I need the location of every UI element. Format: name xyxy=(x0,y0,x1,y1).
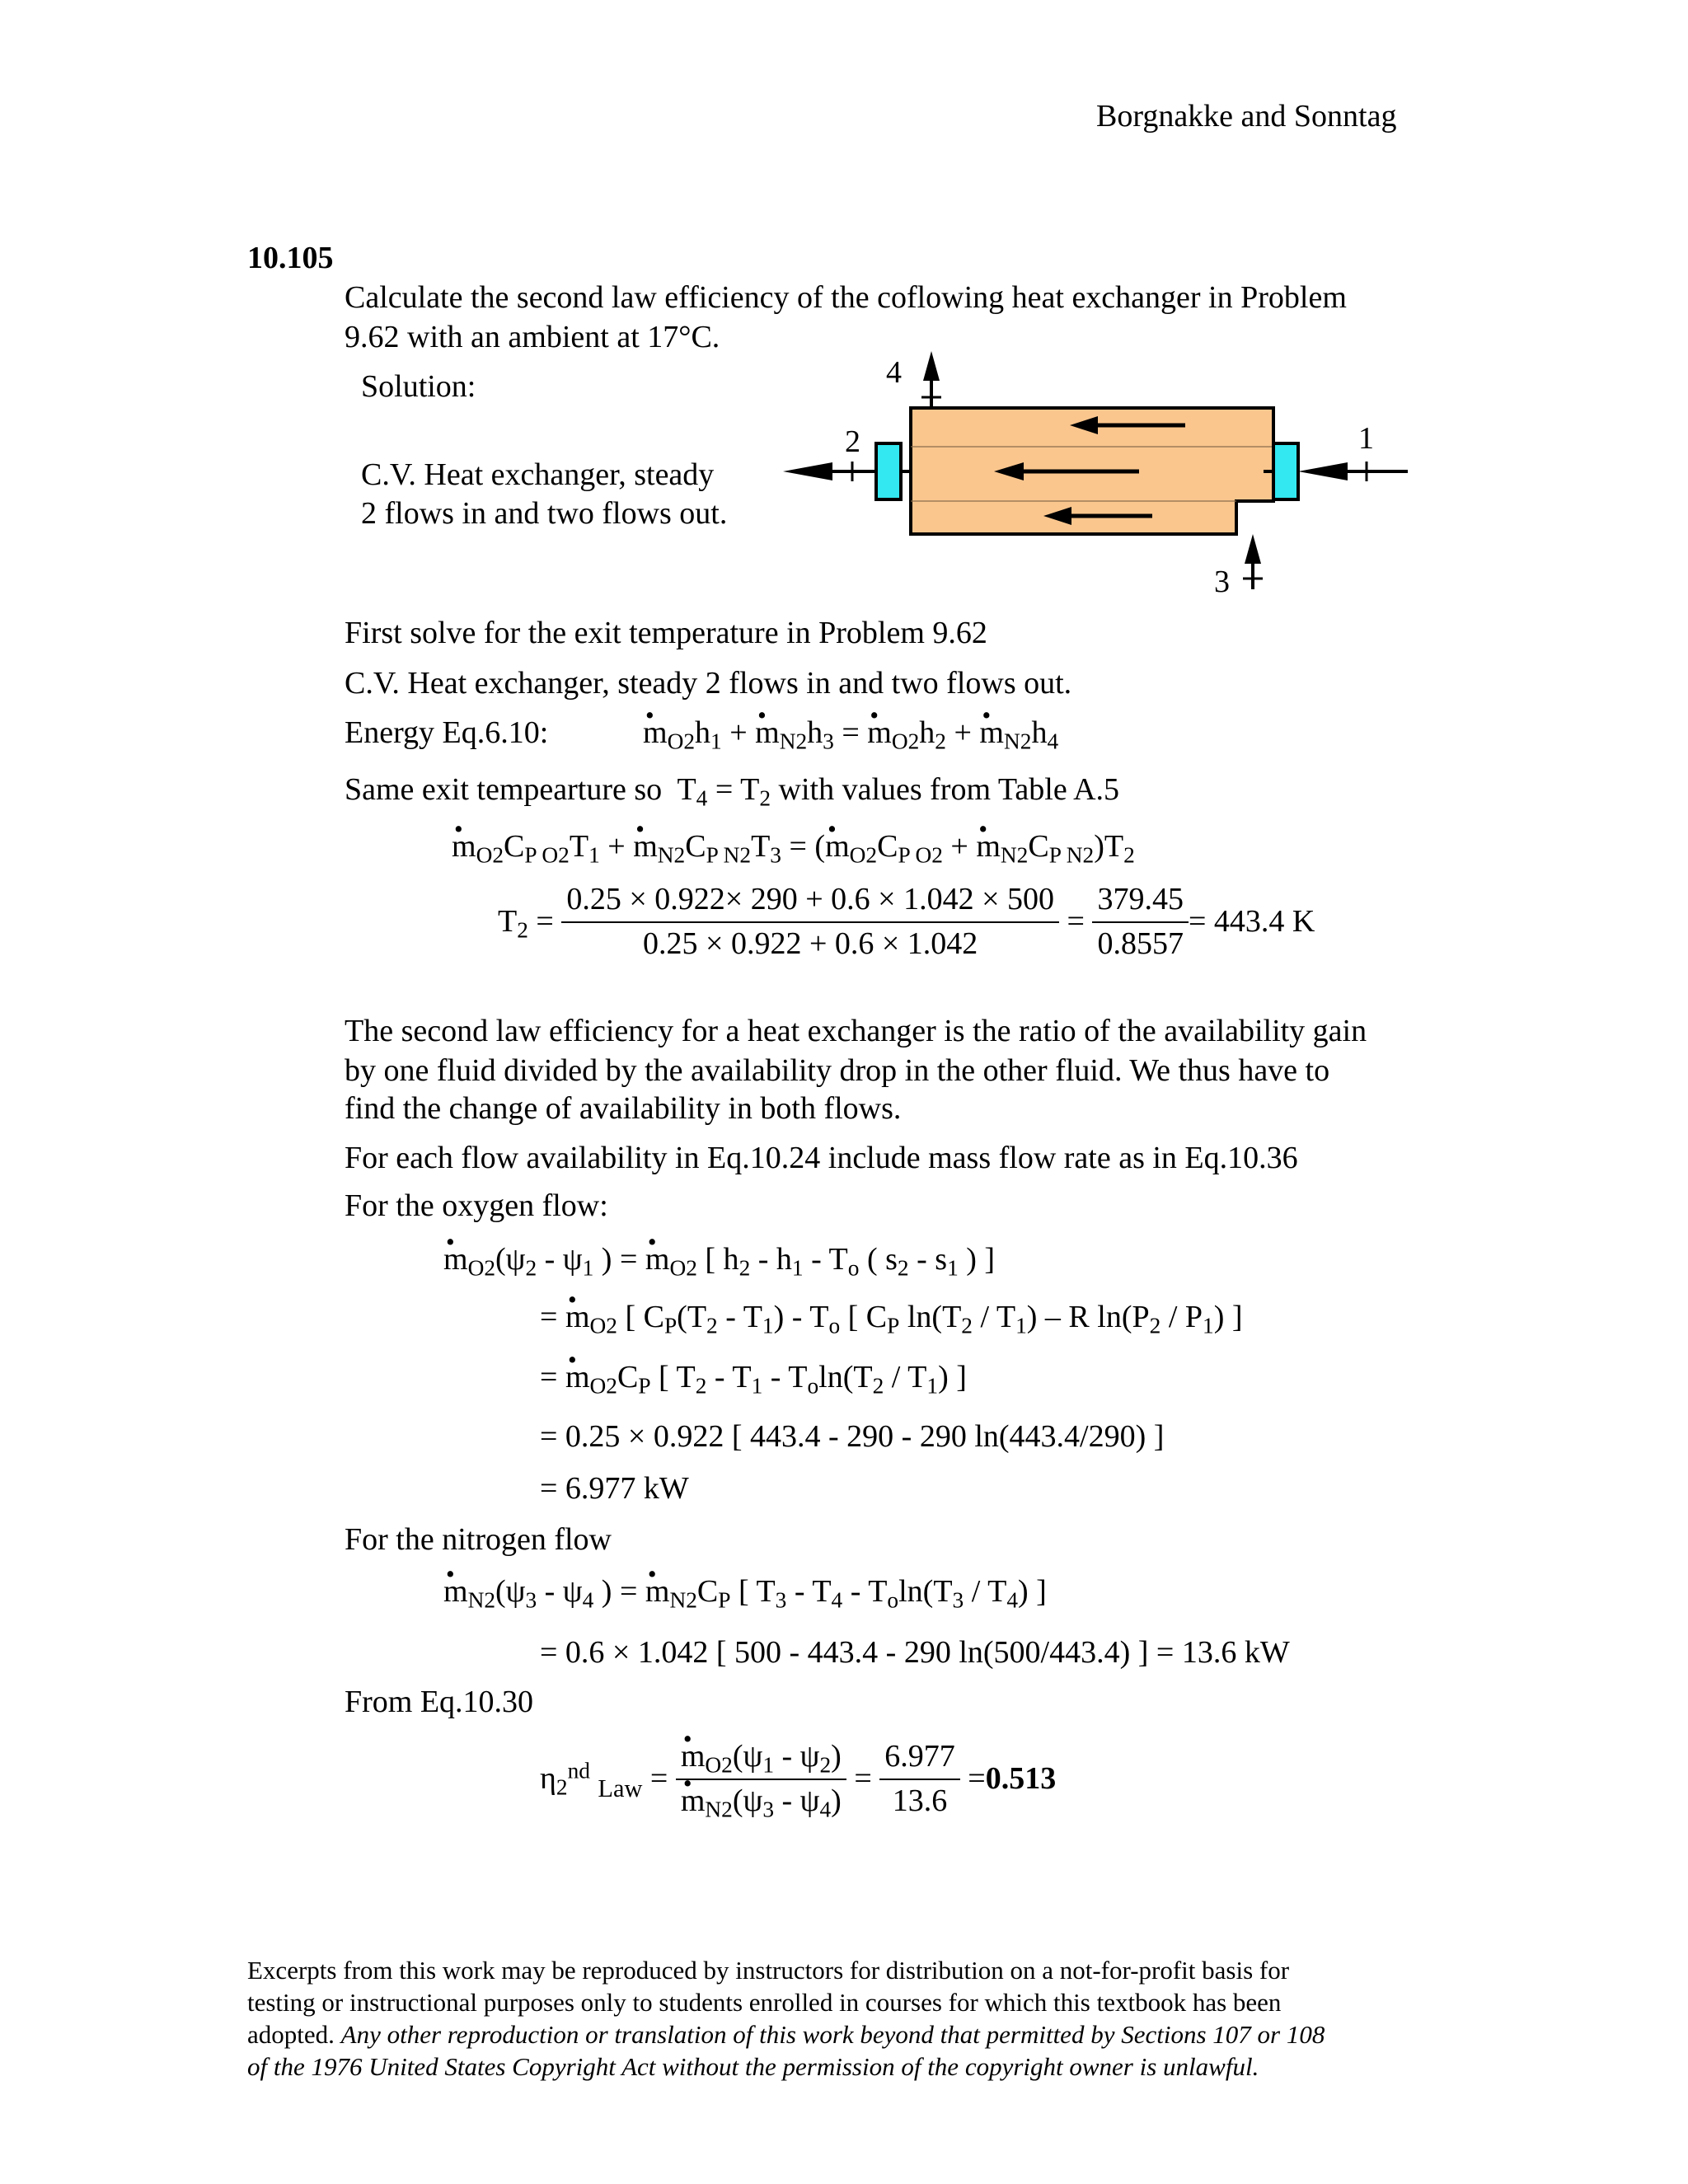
problem-statement-line1: Calculate the second law efficiency of the coflowing heat exchanger in Problem xyxy=(345,280,1347,315)
oxygen-flow-label: For the oxygen flow: xyxy=(345,1188,608,1223)
same-exit-line: Same exit tempearture so $T_4 = T_2$ with values from Table A.5 xyxy=(345,772,1120,811)
port-label-3: 3 xyxy=(1214,565,1230,599)
o2-line2: = • $m_{O2}$ [ $C_P(T_2 - T_1) - T_o$ [ $C_P$ $\ln(T_2 / T_1)$ – R $\ln(P_2 / P_1)$ ] xyxy=(540,1298,1243,1338)
efficiency-result: 0.513 xyxy=(985,1760,1057,1796)
footer-line2: testing or instructional purposes only to students enrolled in courses for which this textbook has been xyxy=(247,1988,1282,2017)
efficiency-fraction-numeric xyxy=(879,1737,960,1821)
efficiency-denominator: 13.6 xyxy=(892,1783,948,1818)
same-exit-text-b: with values from Table A.5 xyxy=(778,772,1120,807)
t2-numerator: 0.25 × 0.922× 290 + 0.6 × 1.042 × 500 xyxy=(561,880,1059,923)
footer-line1: Excerpts from this work may be reproduced by instructors for distribution on a not-for-profit basis for xyxy=(247,1956,1290,1985)
t2-equation: $T_2$ = $\frac{0.25 \times 0.922\times 290 + 0.6 \times 1.042 \times 500}{0.25 \times 0.922 + 0.6 \times 1.042}$ = $\frac{379.45}{0.8557}$ = 443.4 K xyxy=(498,880,1315,963)
port-1-arrowhead xyxy=(1298,462,1348,480)
t2-fraction-simplified xyxy=(1092,880,1189,963)
problem-number: 10.105 xyxy=(247,241,334,275)
port-2-arrowhead xyxy=(783,462,832,480)
port-label-4: 4 xyxy=(886,355,902,390)
energy-cp-equation: • $m_{O2}C_{P O2}T_1$ + • $m_{N2}C_{P N2}T_3$ = (• $m_{O2}C_{P O2}$ + • $m_{N2}C_{P N2})T_2$ xyxy=(452,827,1135,867)
paragraph-line1: The second law efficiency for a heat exchanger is the ratio of the availability gain xyxy=(345,1014,1367,1048)
o2-line4: = 0.25 × 0.922 [ 443.4 - 290 - 290 ln(443.4/290) ] xyxy=(540,1419,1165,1454)
energy-eq-label: Energy Eq.6.10: xyxy=(345,715,549,750)
same-exit-text-a: Same exit tempearture so xyxy=(345,772,663,807)
o2-line3: = • $m_{O2}C_P$ [ $T_2 - T_1 - T_o\ln(T_2 / T_1)$ ] xyxy=(540,1358,967,1398)
cv-line2: 2 flows in and two flows out. xyxy=(361,496,728,531)
nitrogen-flow-label: For the nitrogen flow xyxy=(345,1522,612,1557)
efficiency-numerator: 6.977 xyxy=(879,1737,960,1780)
footer-line3 xyxy=(247,2019,1325,2050)
footer-line4-italic: of the 1976 United States Copyright Act without the permission of the copyright owner is unlawful. xyxy=(247,2052,1259,2081)
cv-line-full: C.V. Heat exchanger, steady 2 flows in and two flows out. xyxy=(345,666,1072,701)
heat-exchanger-diagram xyxy=(767,346,1426,610)
footer-line3-italic: Any other reproduction or translation of this work beyond that permitted by Sections 107 or 108 xyxy=(340,2020,1325,2049)
left-header xyxy=(876,443,901,499)
problem-statement-line2: 9.62 with an ambient at 17°C. xyxy=(345,320,720,354)
t2-denominator-simplified: 0.8557 xyxy=(1097,926,1184,961)
o2-line1: • $m_{O2}(\psi_2 - \psi_1$ ) = • $m_{O2}$ [ $h_2 - h_1 - T_o$ ( $s_2 - s_1$ ) ] xyxy=(443,1240,995,1280)
cv-line1: C.V. Heat exchanger, steady xyxy=(361,457,715,492)
solution-label: Solution: xyxy=(361,369,476,404)
o2-result: = 6.977 kW xyxy=(540,1471,689,1506)
t2-result: = 443.4 K xyxy=(1188,903,1315,939)
efficiency-equation: $\eta_2^{nd}$ $_{Law}$ = • $m_{O2}(\psi_1 - \psi_2)$ • $m_{N2}(\psi_3 - \psi_4)$ = $\frac{6.977}{13.6}$ = 0.513 xyxy=(540,1737,1056,1821)
n2-line1: • $m_{N2}(\psi_3 - \psi_4$ ) = • $m_{N2}C_P$ [ $T_3 - T_4 - T_o\ln(T_3 / T_4)$ ] xyxy=(443,1572,1047,1612)
right-header xyxy=(1273,443,1298,499)
port-label-1: 1 xyxy=(1358,421,1374,456)
efficiency-fraction-symbolic: • $m_{O2}(\psi_1 - \psi_2)$ • $m_{N2}(\psi_3 - \psi_4)$ xyxy=(676,1737,846,1821)
energy-equation: • $m_{O2}h_1$ + • $m_{N2}h_3$ = • $m_{O2}h_2$ + • $m_{N2}h_4$ xyxy=(643,714,1058,753)
paragraph-line3: find the change of availability in both flows. xyxy=(345,1091,902,1126)
port-3-arrowhead xyxy=(1245,534,1261,564)
first-solve-line: First solve for the exit temperature in Problem 9.62 xyxy=(345,616,987,650)
each-flow-line: For each flow availability in Eq.10.24 include mass flow rate as in Eq.10.36 xyxy=(345,1141,1298,1175)
from-eq-label: From Eq.10.30 xyxy=(345,1685,534,1719)
header-authors: Borgnakke and Sonntag xyxy=(1096,99,1397,134)
paragraph-line2: by one fluid divided by the availability drop in the other fluid. We thus have to xyxy=(345,1053,1330,1088)
t2-fraction xyxy=(561,880,1059,963)
port-label-2: 2 xyxy=(845,424,860,459)
t2-denominator: 0.25 × 0.922 + 0.6 × 1.042 xyxy=(643,926,978,961)
n2-line2: = 0.6 × 1.042 [ 500 - 443.4 - 290 ln(500/443.4) ] = 13.6 kW xyxy=(540,1635,1290,1670)
t2-numerator-simplified: 379.45 xyxy=(1092,880,1189,923)
footer-line3-plain: adopted. xyxy=(247,2020,335,2049)
port-4-arrowhead xyxy=(923,351,940,381)
footer-line4 xyxy=(247,2051,1259,2083)
